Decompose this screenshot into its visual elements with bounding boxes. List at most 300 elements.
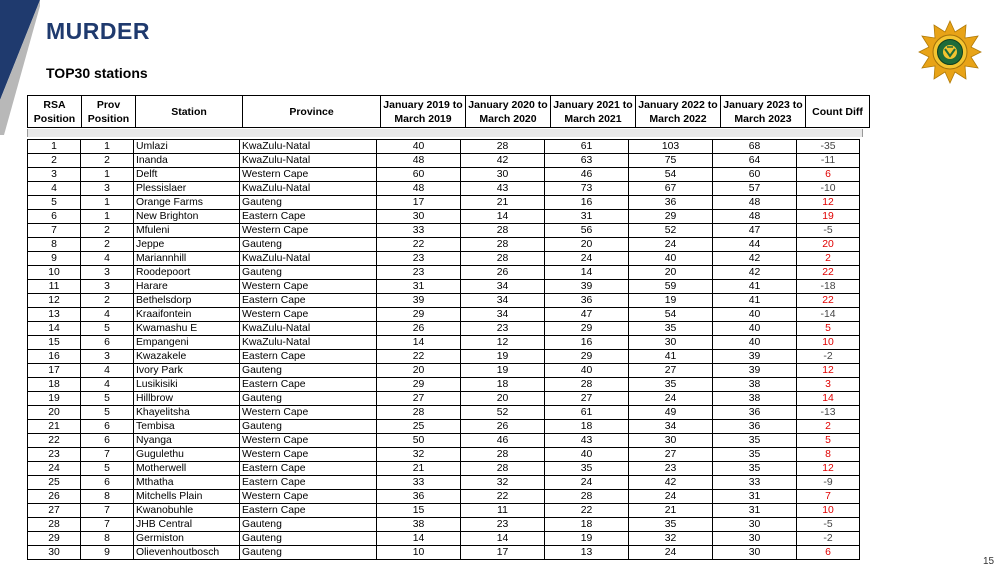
count-2020-cell: 28: [461, 448, 545, 462]
prov-position-cell: 5: [81, 322, 134, 336]
prov-position-cell: 7: [81, 448, 134, 462]
rsa-position-cell: 8: [28, 238, 81, 252]
count-2020-cell: 17: [461, 546, 545, 560]
count-2023-cell: 36: [713, 420, 797, 434]
province-cell: KwaZulu-Natal: [240, 336, 377, 350]
prov-position-cell: 1: [81, 196, 134, 210]
rsa-position-cell: 7: [28, 224, 81, 238]
table-row: [28, 168, 860, 182]
table-row: [28, 406, 860, 420]
count-diff-cell: -14: [797, 308, 860, 322]
stations-table: [27, 139, 860, 560]
province-cell: Eastern Cape: [240, 378, 377, 392]
count-2022-cell: 59: [629, 280, 713, 294]
table-row: [28, 378, 860, 392]
count-2022-cell: 40: [629, 252, 713, 266]
count-2022-cell: 32: [629, 532, 713, 546]
station-cell: JHB Central: [134, 518, 240, 532]
count-2023-cell: 60: [713, 168, 797, 182]
prov-position-cell: 6: [81, 420, 134, 434]
rsa-position-cell: 5: [28, 196, 81, 210]
prov-position-cell: 6: [81, 336, 134, 350]
prov-position-cell: 4: [81, 308, 134, 322]
prov-position-cell: 1: [81, 168, 134, 182]
count-2020-cell: 34: [461, 280, 545, 294]
count-2022-cell: 35: [629, 518, 713, 532]
count-2022-cell: 27: [629, 364, 713, 378]
count-2022-cell: 24: [629, 490, 713, 504]
count-2021-cell: 16: [545, 336, 629, 350]
header-row: [28, 96, 870, 128]
province-cell: KwaZulu-Natal: [240, 252, 377, 266]
rsa-position-cell: 13: [28, 308, 81, 322]
station-cell: Ivory Park: [134, 364, 240, 378]
count-2019-cell: 38: [377, 518, 461, 532]
count-2023-cell: 68: [713, 140, 797, 154]
prov-position-cell: 3: [81, 266, 134, 280]
count-2021-cell: 28: [545, 378, 629, 392]
table-row: [28, 196, 860, 210]
table-row: [28, 518, 860, 532]
prov-position-cell: 2: [81, 154, 134, 168]
count-2023-cell: 40: [713, 322, 797, 336]
rsa-position-cell: 11: [28, 280, 81, 294]
count-2019-cell: 48: [377, 182, 461, 196]
province-cell: Gauteng: [240, 238, 377, 252]
page-number: 15: [983, 556, 995, 567]
count-2023-cell: 47: [713, 224, 797, 238]
count-2023-cell: 44: [713, 238, 797, 252]
count-2020-cell: 11: [461, 504, 545, 518]
province-cell: Eastern Cape: [240, 462, 377, 476]
rsa-position-cell: 24: [28, 462, 81, 476]
count-2022-cell: 52: [629, 224, 713, 238]
table-row: [28, 462, 860, 476]
count-diff-cell: -9: [797, 476, 860, 490]
count-diff-cell: -35: [797, 140, 860, 154]
rsa-position-cell: 1: [28, 140, 81, 154]
table-row: [28, 364, 860, 378]
rsa-position-cell: 20: [28, 406, 81, 420]
count-2019-cell: 25: [377, 420, 461, 434]
rsa-position-cell: 17: [28, 364, 81, 378]
count-2023-cell: 35: [713, 462, 797, 476]
count-diff-cell: 10: [797, 336, 860, 350]
table-row: [28, 252, 860, 266]
count-2023-cell: 42: [713, 266, 797, 280]
count-2021-cell: 35: [545, 462, 629, 476]
page-title: MURDER: [46, 18, 150, 44]
count-diff-cell: -5: [797, 518, 860, 532]
province-cell: Eastern Cape: [240, 350, 377, 364]
header-prov-position: Prov Position: [82, 96, 136, 128]
count-2019-cell: 27: [377, 392, 461, 406]
prov-position-cell: 6: [81, 476, 134, 490]
station-cell: Germiston: [134, 532, 240, 546]
count-2021-cell: 46: [545, 168, 629, 182]
count-2022-cell: 42: [629, 476, 713, 490]
rsa-position-cell: 26: [28, 490, 81, 504]
count-diff-cell: 8: [797, 448, 860, 462]
table-row: [28, 434, 860, 448]
count-2020-cell: 32: [461, 476, 545, 490]
table-row: [28, 504, 860, 518]
count-2021-cell: 20: [545, 238, 629, 252]
table-row: [28, 322, 860, 336]
count-2019-cell: 10: [377, 546, 461, 560]
station-cell: Kraaifontein: [134, 308, 240, 322]
province-cell: Western Cape: [240, 448, 377, 462]
count-2020-cell: 34: [461, 308, 545, 322]
table-row: [28, 266, 860, 280]
station-cell: Empangeni: [134, 336, 240, 350]
province-cell: Western Cape: [240, 224, 377, 238]
count-2021-cell: 40: [545, 364, 629, 378]
count-2020-cell: 42: [461, 154, 545, 168]
count-2022-cell: 54: [629, 168, 713, 182]
count-2022-cell: 35: [629, 322, 713, 336]
table-row: [28, 490, 860, 504]
station-cell: Mthatha: [134, 476, 240, 490]
table-row: [28, 448, 860, 462]
header-rsa-position: RSA Position: [28, 96, 82, 128]
prov-position-cell: 4: [81, 252, 134, 266]
count-diff-cell: 10: [797, 504, 860, 518]
count-2019-cell: 26: [377, 322, 461, 336]
count-2021-cell: 14: [545, 266, 629, 280]
count-2019-cell: 28: [377, 406, 461, 420]
province-cell: Gauteng: [240, 196, 377, 210]
table-row: [28, 140, 860, 154]
count-2022-cell: 30: [629, 336, 713, 350]
count-diff-cell: -10: [797, 182, 860, 196]
count-2019-cell: 21: [377, 462, 461, 476]
header-period-2019: January 2019 to March 2019: [381, 96, 466, 128]
rsa-position-cell: 25: [28, 476, 81, 490]
count-2021-cell: 36: [545, 294, 629, 308]
count-2019-cell: 40: [377, 140, 461, 154]
count-2020-cell: 21: [461, 196, 545, 210]
count-2021-cell: 19: [545, 532, 629, 546]
count-2023-cell: 42: [713, 252, 797, 266]
count-2021-cell: 18: [545, 420, 629, 434]
rsa-position-cell: 21: [28, 420, 81, 434]
count-2020-cell: 23: [461, 322, 545, 336]
count-2022-cell: 67: [629, 182, 713, 196]
count-2020-cell: 46: [461, 434, 545, 448]
table-row: [28, 392, 860, 406]
rsa-position-cell: 12: [28, 294, 81, 308]
rsa-position-cell: 4: [28, 182, 81, 196]
count-2021-cell: 24: [545, 252, 629, 266]
count-2019-cell: 23: [377, 266, 461, 280]
station-cell: Lusikisiki: [134, 378, 240, 392]
province-cell: Gauteng: [240, 420, 377, 434]
police-star-logo-icon: [918, 20, 982, 84]
header-period-2022: January 2022 to March 2022: [636, 96, 721, 128]
table-row: [28, 294, 860, 308]
count-2020-cell: 19: [461, 364, 545, 378]
count-2023-cell: 35: [713, 434, 797, 448]
count-2019-cell: 17: [377, 196, 461, 210]
count-2021-cell: 63: [545, 154, 629, 168]
count-2022-cell: 27: [629, 448, 713, 462]
count-2021-cell: 40: [545, 448, 629, 462]
rsa-position-cell: 9: [28, 252, 81, 266]
rsa-position-cell: 18: [28, 378, 81, 392]
count-2023-cell: 31: [713, 490, 797, 504]
count-2022-cell: 49: [629, 406, 713, 420]
station-cell: Mariannhill: [134, 252, 240, 266]
table-row: [28, 476, 860, 490]
count-diff-cell: -11: [797, 154, 860, 168]
count-2022-cell: 35: [629, 378, 713, 392]
station-cell: Inanda: [134, 154, 240, 168]
province-cell: Gauteng: [240, 266, 377, 280]
station-cell: Kwamashu E: [134, 322, 240, 336]
header-station: Station: [136, 96, 243, 128]
count-diff-cell: 6: [797, 546, 860, 560]
count-2019-cell: 60: [377, 168, 461, 182]
count-2023-cell: 30: [713, 532, 797, 546]
station-cell: Kwanobuhle: [134, 504, 240, 518]
rsa-position-cell: 15: [28, 336, 81, 350]
count-2020-cell: 12: [461, 336, 545, 350]
count-2023-cell: 39: [713, 364, 797, 378]
count-2019-cell: 31: [377, 280, 461, 294]
count-2023-cell: 48: [713, 210, 797, 224]
table-row: [28, 210, 860, 224]
prov-position-cell: 3: [81, 280, 134, 294]
rsa-position-cell: 10: [28, 266, 81, 280]
count-2020-cell: 52: [461, 406, 545, 420]
rsa-position-cell: 29: [28, 532, 81, 546]
province-cell: Gauteng: [240, 532, 377, 546]
prov-position-cell: 9: [81, 546, 134, 560]
count-diff-cell: 12: [797, 196, 860, 210]
count-2022-cell: 19: [629, 294, 713, 308]
count-2019-cell: 29: [377, 308, 461, 322]
count-2022-cell: 30: [629, 434, 713, 448]
station-cell: Khayelitsha: [134, 406, 240, 420]
count-2023-cell: 41: [713, 280, 797, 294]
prov-position-cell: 4: [81, 364, 134, 378]
station-cell: Orange Farms: [134, 196, 240, 210]
count-2021-cell: 22: [545, 504, 629, 518]
count-2020-cell: 34: [461, 294, 545, 308]
count-2023-cell: 35: [713, 448, 797, 462]
count-2022-cell: 23: [629, 462, 713, 476]
prov-position-cell: 8: [81, 490, 134, 504]
rsa-position-cell: 14: [28, 322, 81, 336]
count-diff-cell: 19: [797, 210, 860, 224]
count-2022-cell: 21: [629, 504, 713, 518]
table-row: [28, 154, 860, 168]
count-2023-cell: 30: [713, 518, 797, 532]
province-cell: Eastern Cape: [240, 476, 377, 490]
count-2022-cell: 29: [629, 210, 713, 224]
station-cell: New Brighton: [134, 210, 240, 224]
station-cell: Olievenhoutbosch: [134, 546, 240, 560]
prov-position-cell: 7: [81, 518, 134, 532]
count-2021-cell: 18: [545, 518, 629, 532]
count-diff-cell: 5: [797, 434, 860, 448]
rsa-position-cell: 22: [28, 434, 81, 448]
count-2019-cell: 32: [377, 448, 461, 462]
count-diff-cell: 3: [797, 378, 860, 392]
province-cell: Gauteng: [240, 392, 377, 406]
count-2023-cell: 33: [713, 476, 797, 490]
count-diff-cell: 2: [797, 420, 860, 434]
count-2019-cell: 50: [377, 434, 461, 448]
count-2020-cell: 28: [461, 462, 545, 476]
province-cell: Eastern Cape: [240, 504, 377, 518]
header-count-diff: Count Diff: [806, 96, 870, 128]
count-2020-cell: 26: [461, 266, 545, 280]
prov-position-cell: 4: [81, 378, 134, 392]
station-cell: Mfuleni: [134, 224, 240, 238]
count-2023-cell: 40: [713, 336, 797, 350]
rsa-position-cell: 3: [28, 168, 81, 182]
count-2023-cell: 40: [713, 308, 797, 322]
station-cell: Kwazakele: [134, 350, 240, 364]
table-row: [28, 336, 860, 350]
province-cell: Western Cape: [240, 434, 377, 448]
station-cell: Delft: [134, 168, 240, 182]
province-cell: Eastern Cape: [240, 210, 377, 224]
prov-position-cell: 3: [81, 182, 134, 196]
table-row: [28, 546, 860, 560]
prov-position-cell: 2: [81, 224, 134, 238]
page-subtitle: TOP30 stations: [46, 65, 148, 81]
station-cell: Nyanga: [134, 434, 240, 448]
count-2020-cell: 28: [461, 224, 545, 238]
count-2021-cell: 27: [545, 392, 629, 406]
header-period-2023: January 2023 to March 2023: [721, 96, 806, 128]
count-2021-cell: 61: [545, 140, 629, 154]
count-diff-cell: 22: [797, 294, 860, 308]
count-2020-cell: 43: [461, 182, 545, 196]
count-2019-cell: 23: [377, 252, 461, 266]
table-row: [28, 532, 860, 546]
count-diff-cell: -18: [797, 280, 860, 294]
count-2022-cell: 24: [629, 392, 713, 406]
count-2021-cell: 16: [545, 196, 629, 210]
table-header: [27, 95, 870, 128]
header-period-2021: January 2021 to March 2021: [551, 96, 636, 128]
count-2020-cell: 22: [461, 490, 545, 504]
header-period-2020: January 2020 to March 2020: [466, 96, 551, 128]
count-2022-cell: 34: [629, 420, 713, 434]
table-spacer: [27, 129, 863, 137]
province-cell: KwaZulu-Natal: [240, 140, 377, 154]
count-2021-cell: 28: [545, 490, 629, 504]
count-2019-cell: 20: [377, 364, 461, 378]
count-2019-cell: 22: [377, 350, 461, 364]
count-diff-cell: 2: [797, 252, 860, 266]
station-cell: Roodepoort: [134, 266, 240, 280]
count-2020-cell: 19: [461, 350, 545, 364]
count-diff-cell: 5: [797, 322, 860, 336]
count-2019-cell: 36: [377, 490, 461, 504]
count-2023-cell: 30: [713, 546, 797, 560]
count-2021-cell: 47: [545, 308, 629, 322]
rsa-position-cell: 27: [28, 504, 81, 518]
province-cell: KwaZulu-Natal: [240, 182, 377, 196]
table-row: [28, 182, 860, 196]
table-row: [28, 280, 860, 294]
count-2023-cell: 48: [713, 196, 797, 210]
count-2023-cell: 64: [713, 154, 797, 168]
count-2022-cell: 24: [629, 546, 713, 560]
count-2023-cell: 36: [713, 406, 797, 420]
province-cell: Gauteng: [240, 518, 377, 532]
count-2019-cell: 33: [377, 476, 461, 490]
count-diff-cell: 6: [797, 168, 860, 182]
rsa-position-cell: 30: [28, 546, 81, 560]
table-row: [28, 420, 860, 434]
rsa-position-cell: 6: [28, 210, 81, 224]
count-diff-cell: 22: [797, 266, 860, 280]
count-2020-cell: 18: [461, 378, 545, 392]
station-cell: Tembisa: [134, 420, 240, 434]
count-2022-cell: 41: [629, 350, 713, 364]
station-cell: Motherwell: [134, 462, 240, 476]
count-2021-cell: 73: [545, 182, 629, 196]
count-2022-cell: 75: [629, 154, 713, 168]
count-2023-cell: 38: [713, 392, 797, 406]
count-2023-cell: 31: [713, 504, 797, 518]
table-row: [28, 238, 860, 252]
rsa-position-cell: 19: [28, 392, 81, 406]
count-2021-cell: 29: [545, 350, 629, 364]
station-cell: Hillbrow: [134, 392, 240, 406]
count-2019-cell: 30: [377, 210, 461, 224]
province-cell: Western Cape: [240, 406, 377, 420]
table-row: [28, 350, 860, 364]
count-2019-cell: 15: [377, 504, 461, 518]
station-cell: Gugulethu: [134, 448, 240, 462]
province-cell: KwaZulu-Natal: [240, 154, 377, 168]
count-2022-cell: 36: [629, 196, 713, 210]
station-cell: Bethelsdorp: [134, 294, 240, 308]
count-2020-cell: 28: [461, 238, 545, 252]
prov-position-cell: 5: [81, 406, 134, 420]
count-2022-cell: 24: [629, 238, 713, 252]
count-diff-cell: 12: [797, 364, 860, 378]
count-2020-cell: 14: [461, 210, 545, 224]
province-cell: Western Cape: [240, 490, 377, 504]
count-2019-cell: 39: [377, 294, 461, 308]
rsa-position-cell: 23: [28, 448, 81, 462]
count-2023-cell: 38: [713, 378, 797, 392]
count-2020-cell: 28: [461, 252, 545, 266]
count-2021-cell: 56: [545, 224, 629, 238]
province-cell: Eastern Cape: [240, 294, 377, 308]
rsa-position-cell: 16: [28, 350, 81, 364]
count-2021-cell: 39: [545, 280, 629, 294]
count-2019-cell: 29: [377, 378, 461, 392]
prov-position-cell: 2: [81, 294, 134, 308]
count-2020-cell: 14: [461, 532, 545, 546]
count-2020-cell: 23: [461, 518, 545, 532]
table-row: [28, 224, 860, 238]
province-cell: Gauteng: [240, 364, 377, 378]
province-cell: Western Cape: [240, 168, 377, 182]
count-2021-cell: 29: [545, 322, 629, 336]
count-2022-cell: 103: [629, 140, 713, 154]
count-2019-cell: 33: [377, 224, 461, 238]
